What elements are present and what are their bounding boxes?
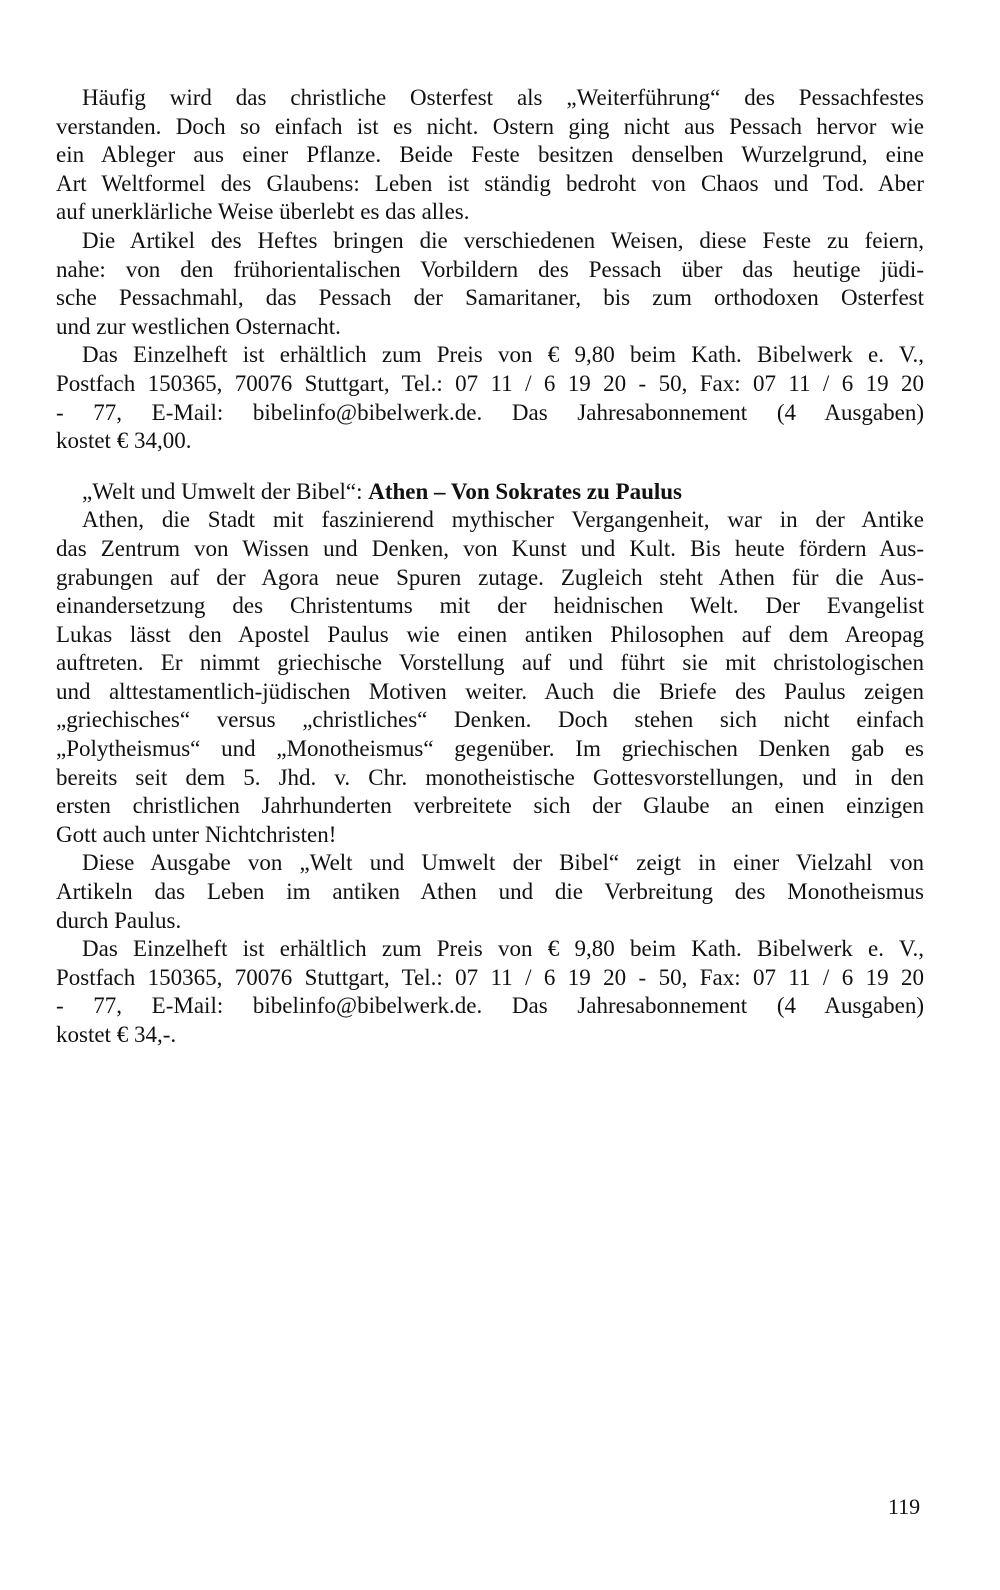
text-line: sche Pessachmahl, das Pessach der Samaritaner, bis zum orthodoxen Osterfest [56, 285, 924, 311]
text-line: ein Ableger aus einer Pflanze. Beide Feste besitzen denselben Wurzelgrund, eine [56, 142, 924, 168]
page-number: 119 [888, 1494, 921, 1519]
text-line: Diese Ausgabe von „Welt und Umwelt der Bibel“ zeigt in einer Vielzahl von [82, 850, 924, 876]
text-line: durch Paulus. [56, 907, 182, 933]
text-line: - 77, E-Mail: bibelinfo@bibelwerk.de. Das Jahresabonnement (4 Ausgaben) [56, 399, 924, 425]
text-line: Das Einzelheft ist erhältlich zum Preis von € 9,80 beim Kath. Bibelwerk e. V., [82, 936, 924, 962]
text-line: - 77, E-Mail: bibelinfo@bibelwerk.de. Das Jahresabonnement (4 Ausgaben) [56, 993, 924, 1019]
text-line: Lukas lässt den Apostel Paulus wie einen antiken Philosophen auf dem Areopag [56, 621, 924, 647]
text-line: und zur westlichen Osternacht. [56, 313, 341, 339]
section-pessach-ostern [56, 84, 924, 456]
paragraph [56, 849, 924, 935]
section-gap [56, 456, 924, 478]
text-line: Postfach 150365, 70076 Stuttgart, Tel.: 07 11 / 6 19 20 - 50, Fax: 07 11 / 6 19 20 [56, 964, 924, 990]
paragraph-ordering-info [56, 935, 924, 1049]
text-line: verstanden. Doch so einfach ist es nicht. Ostern ging nicht aus Pessach hervor wie [56, 113, 924, 139]
text-line: Häufig wird das christliche Osterfest als „Weiterführung“ des Pessachfestes [82, 85, 924, 110]
paragraph [56, 506, 924, 849]
paragraph-ordering-info [56, 341, 924, 455]
text-line: bereits seit dem 5. Jhd. v. Chr. monotheistische Gottesvorstellungen, und in den [56, 764, 924, 790]
text-line: auf unerklärliche Weise überlebt es das alles. [56, 199, 470, 225]
text-line: Artikeln das Leben im antiken Athen und die Verbreitung des Monotheismus [56, 879, 924, 905]
paragraph [56, 84, 924, 227]
text-line: kostet € 34,00. [56, 428, 192, 454]
text-line: Athen, die Stadt mit faszinierend mythischer Vergangenheit, war in der Antike [82, 507, 924, 533]
text-line: einandersetzung des Christentums mit der heidnischen Welt. Der Evangelist [56, 593, 924, 619]
text-line: „griechisches“ versus „christliches“ Denken. Doch stehen sich nicht einfach [56, 707, 924, 733]
section-title [56, 478, 924, 507]
text-line: nahe: von den frühorientalischen Vorbildern des Pessach über das heutige jüdi- [56, 256, 924, 282]
text-line: auftreten. Er nimmt griechische Vorstellung auf und führt sie mit christologischen [56, 650, 924, 676]
text-line: Art Weltformel des Glaubens: Leben ist ständig bedroht von Chaos und Tod. Aber [56, 170, 924, 196]
text-line: kostet € 34,-. [56, 1022, 177, 1047]
text-block [56, 84, 924, 1050]
section-athen [56, 478, 924, 1050]
section-heading: Athen – Von Sokrates zu Paulus [368, 478, 682, 504]
text-line: grabungen auf der Agora neue Spuren zutage. Zugleich steht Athen für die Aus- [56, 564, 924, 590]
text-line: Die Artikel des Heftes bringen die verschiedenen Weisen, diese Feste zu feiern, [82, 227, 924, 253]
paragraph [56, 227, 924, 341]
text-line: ersten christlichen Jahrhunderten verbreitete sich der Glaube an einen einzigen [56, 793, 924, 819]
series-title: „Welt und Umwelt der Bibel“: [82, 478, 369, 504]
text-line: „Polytheismus“ und „Monotheismus“ gegenüber. Im griechischen Denken gab es [56, 736, 924, 762]
text-line: das Zentrum von Wissen und Denken, von Kunst und Kult. Bis heute fördern Aus- [56, 535, 924, 561]
text-line: Postfach 150365, 70076 Stuttgart, Tel.: 07 11 / 6 19 20 - 50, Fax: 07 11 / 6 19 20 [56, 370, 924, 396]
text-line: und alttestamentlich-jüdischen Motiven weiter. Auch die Briefe des Paulus zeigen [56, 678, 924, 704]
text-line: Das Einzelheft ist erhältlich zum Preis von € 9,80 beim Kath. Bibelwerk e. V., [82, 342, 924, 368]
text-line: Gott auch unter Nichtchristen! [56, 821, 337, 847]
